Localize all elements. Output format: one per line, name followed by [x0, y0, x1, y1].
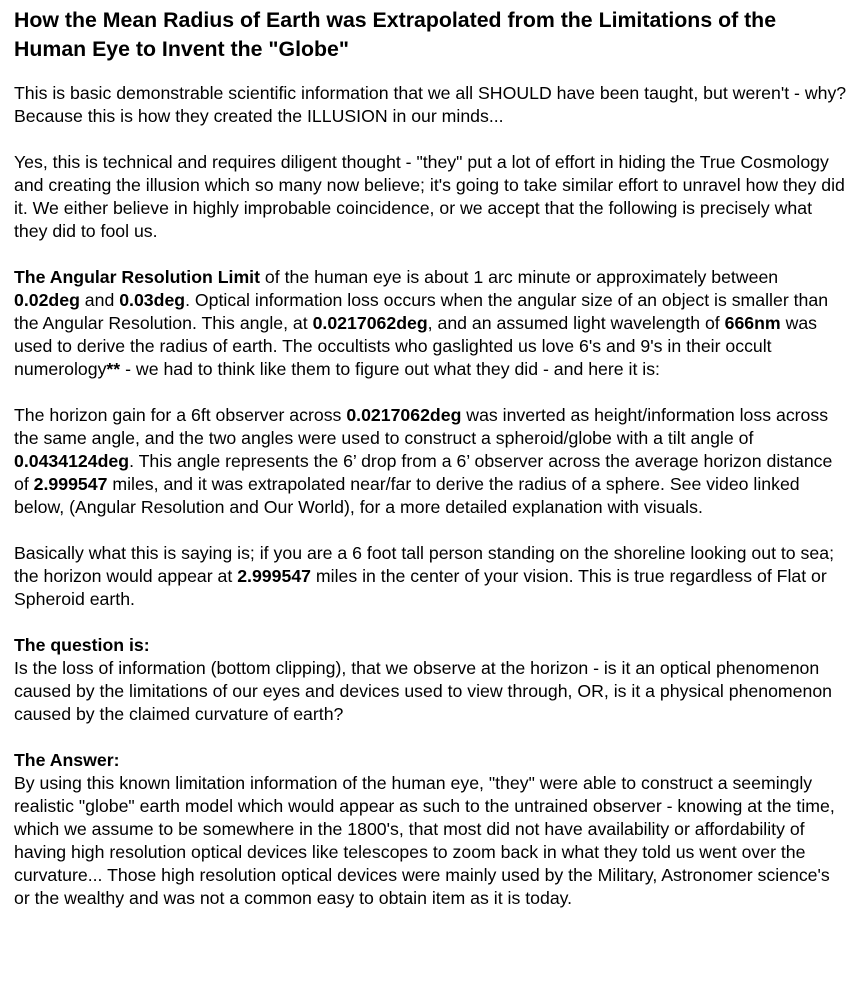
angle-value: 0.0217062deg: [346, 405, 462, 425]
angular-resolution-paragraph: [14, 266, 847, 381]
text-segment: of the human eye is about 1 arc minute or approximately between: [259, 267, 779, 287]
tilt-angle-value: 0.0434124deg: [14, 451, 130, 471]
horizon-distance-value: 2.999547: [33, 474, 108, 494]
text-segment: miles, and it was extrapolated near/far to derive the radius of a sphere. See video linked below, (Angular Resolution and Our World), for a more detailed explanation with visuals.: [14, 474, 800, 517]
text-segment: . Optical information loss occurs when the angular size of an object is smaller than the Angular Resolution. This angle, at: [14, 290, 829, 333]
horizon-distance-value: 2.999547: [237, 566, 311, 586]
question-heading: The question is:: [14, 635, 150, 655]
angular-resolution-term: The Angular Resolution Limit: [14, 267, 260, 287]
text-segment: - we had to think like them to figure out what they did - and here it is:: [120, 359, 660, 379]
text-segment: was used to derive the radius of earth. The occultists who gaslighted us love 6's and 9's in their occult numerology: [14, 313, 818, 379]
summary-paragraph: [14, 542, 847, 611]
text-segment: and: [79, 290, 120, 310]
question-section: [14, 634, 847, 726]
page-title: How the Mean Radius of Earth was Extrapolated from the Limitations of the Human Eye to Invent the "Globe": [14, 8, 777, 61]
answer-body: By using this known limitation information of the human eye, "they" were able to construct a seemingly realistic "globe" earth model which would appear as such to the untrained observer - knowing at the time, which we assume to be somewhere in the 1800's, that most did not have availability or affordability of having high resolution optical devices like telescopes to zoom back in what they told us went over the curvature... Those high resolution optical devices were mainly used by the Military, Astronomer science's or the wealthy and was not a common easy to obtain item as it is today.: [14, 773, 835, 908]
intro-paragraph: This is basic demonstrable scientific information that we all SHOULD have been taught, but weren't - why? Because this is how they created the ILLUSION in our minds...: [14, 83, 847, 126]
effort-paragraph: Yes, this is technical and requires diligent thought - "they" put a lot of effort in hiding the True Cosmology and creating the illusion which so many now believe; it's going to take similar effort to unravel how they did it. We either believe in highly improbable coincidence, or we accept that the following is precisely what they did to fool us.: [14, 152, 845, 241]
min-angle-value: 0.02deg: [14, 290, 80, 310]
angle-value: 0.0217062deg: [312, 313, 428, 333]
text-segment: was inverted as height/information loss across the same angle, and the two angles were used to construct a spheroid/globe with a tilt angle of: [14, 405, 829, 448]
answer-section: [14, 749, 847, 910]
answer-heading: The Answer:: [14, 750, 120, 770]
question-body: Is the loss of information (bottom clipping), that we observe at the horizon - is it an optical phenomenon caused by the limitations of our eyes and devices used to view through, OR, is it a physical phenomenon caused by the claimed curvature of earth?: [14, 658, 833, 724]
max-angle-value: 0.03deg: [119, 290, 186, 310]
text-segment: Basically what this is saying is; if you are a 6 foot tall person standing on the shoreline looking out to sea; the horizon would appear at: [14, 543, 834, 586]
text-segment: miles in the center of your vision. This is true regardless of Flat or Spheroid earth.: [14, 566, 827, 609]
asterisks: **: [106, 359, 121, 379]
text-segment: The horizon gain for a 6ft observer across: [14, 405, 347, 425]
horizon-gain-paragraph: [14, 404, 847, 519]
wavelength-value: 666nm: [724, 313, 781, 333]
text-segment: , and an assumed light wavelength of: [427, 313, 725, 333]
text-segment: . This angle represents the 6’ drop from a 6’ observer across the average horizon distance of: [14, 451, 833, 494]
